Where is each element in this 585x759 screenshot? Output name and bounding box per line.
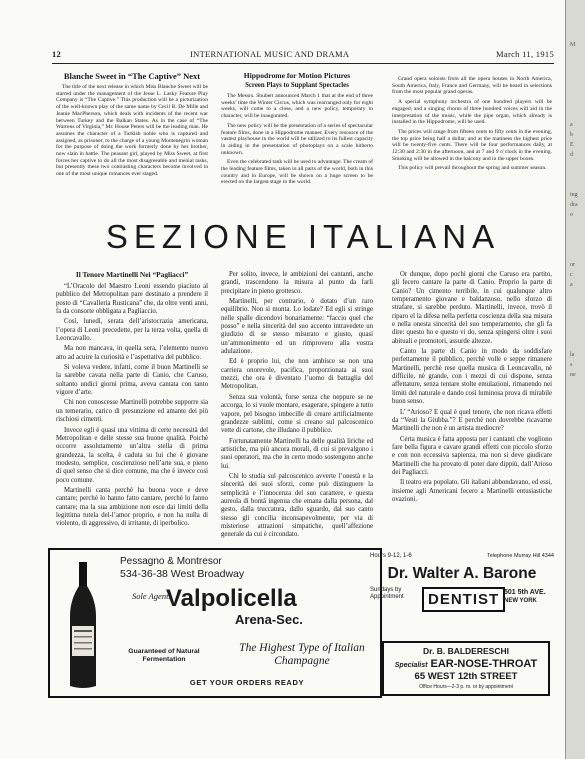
running-header — [52, 49, 554, 61]
publication-title: INTERNATIONAL MUSIC AND DRAMA — [190, 49, 350, 59]
article-hippodrome — [221, 71, 373, 189]
header-rule — [52, 63, 554, 64]
article-headline: Blanche Sweet in “The Captive” Next — [63, 71, 201, 81]
guarantee-note: Guaranteed of Natural Fermentation — [128, 648, 200, 663]
champagne-slogan: The Highest Type of Italian Champagne — [239, 642, 365, 667]
article-martinelli-col3 — [392, 271, 552, 506]
specialist-label: Specialist — [394, 662, 428, 669]
telephone: Telephone Murray Hill 4344 — [487, 553, 554, 559]
edge-fragment: b — [570, 132, 573, 138]
article-paragraph: Or dunque, dopo pochi giorni che Caruso era partito, gli fecero cantare la parte di Canio. Proprio la parte di Canio? Un cimento terribile, in cui qualunque altro temperamento giovane e baldanzoso, nello sforzo di strafare, si sarebbe perduto. Martinelli, invece, trovò il riparo el la difesa nella perfetta coscienza della sua misura e nella onesta sincerità del suo temperamento, che gli fa dire: questo ho e questo vi do, senza spingersi oltre i suoi abituali e promotori, assurde altezze. — [392, 271, 552, 345]
article-paragraph: Chi lo studia sul palcoscenico avverte l’onestà e la sincerità dei suoi sforzi, come può distinguere la semplicità e l’innocenza del suo carattere, e questa aureola di bontà ingenua che emana dalla persona, dal gesto, dalla truccatura, dallo sguardo, dal suo canto stesso gli concilia inconsapevolmente, per via di misteriose attrazioni simpatiche, quell’affezione generale da cui è circondato. — [221, 472, 373, 539]
article-paragraph: This policy will prevail throughout the spring and summer season. — [398, 165, 547, 172]
edge-fragment: a — [570, 122, 573, 128]
article-paragraph: The Messrs. Shubert announced March 1 that at the end of three weeks’ time the Winter Circus, which was rearranged only for eight weeks, will come to a close, and a new policy, temporary in character, will be inaugurated. — [221, 93, 373, 120]
street-address: 501 5th AVE. — [504, 589, 546, 596]
sole-agents-label: Sole Agents — [132, 591, 172, 601]
edge-fragment: c — [570, 272, 573, 278]
advertiser-block — [120, 556, 380, 581]
article-paragraph: The prices will range from fifteen cents to fifty cents in the evening, the top price being half a dollar, and at the matinees the highest price will be twenty-five cents. There will be four performances daily, at 12:30 and 2:30 in the afternoon, and at 7 and 9 o’clock in the evening. Smoking will be allowed in the balcony and in the upper boxes. — [392, 128, 552, 162]
specialty: EAR-NOSE-THROAT — [430, 658, 538, 670]
edge-fragment: la — [570, 352, 575, 358]
advertisement-dentist — [370, 553, 554, 628]
article-paragraph: Martinelli, per contrario, è dotato d’un raro equilibrio. Non si monta. Lo lodate? Ed egli si stringe nelle spalle dicendovi bonariamente: “faccio quel che posso” e nella sincerità del suo accento intravedete un giudizio di se stesso misurato e giusto, quasi un’ammonimento ed un rimprovero alla vostra adulazione. — [221, 298, 373, 356]
product-name: Valpolicella — [166, 585, 297, 612]
advertisement-ent-specialist — [382, 641, 550, 696]
edge-fragment: s — [570, 362, 573, 368]
article-paragraph: The title of the next release in which Miss Blanche Sweet will be starred under the management of the Jesse L. Lasky Feature Play Company is “The Captive.” This production will be a picturization of the well-known play of the same name by Cecil B. De Mille and Jeanie MacPherson, which deals with incidents of the recent war between Turkey and the Balkan States. As in the case of “The Warrens of Virginia,” Mr. House Peters will be the leading man. He assumes the character of a Turkish noble who is captured and assigned, as prisoner, to the charge of a young Montenegrin woman for the purpose of doing the work formerly done by her brother, now slain in battle. The peasant girl, played by Miss Sweet, at first forces her captive to do all the most disagreeable and menial tasks, but presently these two contrasting characters become involved in one of the most unique romances ever staged. — [56, 84, 208, 178]
article-paragraph: Così, lunedì, serata dell’aristocrazia americana, l’opera di Leoni precedette, per la terza volta, quella di Leoncavallo. — [56, 318, 208, 343]
article-headline: Il Tenore Martinelli Nei “Pagliacci” — [75, 270, 189, 279]
article-paragraph: Si voleva vedere, infatti, come il buon Martinelli se la sarebbe cavata nella parte di Canio, che Caruso, soltanto undici giorni prima, aveva cantata con tanto vigore d’arte. — [56, 364, 208, 397]
facing-page-edge — [565, 0, 585, 759]
wine-bottle-icon — [64, 560, 102, 690]
article-paragraph: Per solito, invece, le ambizioni dei cantanti, anche grandi, trascendono la misura al punto da farli precipitare in pieno grottesco. — [221, 271, 373, 295]
edge-fragment: d — [570, 152, 573, 158]
doctor-name: Dr. Walter A. Barone — [387, 565, 537, 582]
city: NEW YORK — [504, 598, 537, 604]
edge-fragment: E — [570, 142, 574, 148]
edge-fragment: ing — [570, 192, 578, 198]
edge-fragment: ne — [570, 372, 576, 378]
edge-fragment: dra — [570, 202, 578, 208]
article-paragraph: The new policy will be the presentation of a series of spectacular feature films, done in a Hippodrome manner. Every resource of the vastest playhouse in the world will be utilized to its fullest capacity in aiding in the presentation of photoplays on a scale hitherto unknown. — [221, 122, 373, 156]
article-paragraph: Even the celebrated tank will be used to advantage. The cream of the leading feature films, taken in all parts of the world, both in this country and in Europe, will be shown on a huge screen to be erected on the largest stage in the world. — [221, 159, 373, 186]
article-paragraph: Chi non conoscesse Martinelli potrebbe supporre sia un temerario, carico di presunzione ed amante dei più rischiosi cimenti. — [56, 399, 208, 424]
article-paragraph: Certa musica è fatta apposta per i cantanti che vogliono fare bella figura e cavare grandi effetti con piccolo sforzo e con non eccessiva sapienza, ma non si deve giudicare Martinelli che ha provato di poter dare dippiù, dall’Arioso dei Pagliacci. — [392, 435, 552, 476]
article-paragraph: Il teatro era popolato. Gli italiani abbondavano, ed essi, insieme agli Americani fecero a Martinelli entusiastiche ovazioni. — [392, 479, 552, 503]
article-paragraph: A special symphony orchestra of one hundred players will be engaged, and a singing chorus of three hundred voices will aid in the interpretation of the music, while the pipe organ, which already is installed in the Hippodrome, will be used. — [392, 99, 552, 126]
specialty-line — [384, 658, 548, 670]
edge-fragment: a — [570, 282, 573, 288]
section-banner: SEZIONE ITALIANA — [105, 218, 501, 255]
article-paragraph: L’ “Arioso? E qual è quel tenore, che non ricava effetti da “Vesti la Giubba.”? E perchè non dovrebbe ricavarne Martinelli che non è un artista mediocre? — [392, 408, 552, 433]
article-paragraph: Martinelli canta perchè ha buona voce e deve cantare; perchè lo hanno fatto cantare, perchè lo fanno cantare; ma la sua ambizione non esce dai limiti della legittima tutela del-l’amor proprio, e non ha nulla di violento, di aggressivo, di irritante, di iperbolico. — [56, 486, 208, 528]
article-blanche-sweet — [56, 71, 208, 181]
article-subhead: Screen Plays to Supplant Spectacles — [245, 82, 349, 89]
issue-date: March 11, 1915 — [496, 49, 554, 59]
article-paragraph: Ed è proprio lui, che non ambisce se non una carriera onorevole, pacifica, proporzionata ai suoi mezzi, che ora è diventato l’uomo di battaglia del Metropolitan. — [221, 358, 373, 391]
article-paragraph: Canto la parte di Canio in modo da soddisfare perfettamente il pubblico, perchè volle e seppe rimanere Martinelli, perchè rese quella musica di Leoncavallo, nè difficile, nè grande, con i mezzi di cui dispone, senza affettature, senza tentare stolte emulazioni, rimanendo nei limiti del naturale e dando così luminosa prova di mirabile buon senso. — [392, 348, 552, 406]
sunday-hours: Sundays by Appointment — [370, 587, 404, 600]
article-paragraph: “L’Oracolo del Maestro Leoni essendo piaciuto al pubblico del Metropolitan pare destinato a prendere il posto di “Cavalleria Rusticana” che, da oltre venti anni, fa da consorte obbligata a Pagliaccio. — [56, 283, 208, 316]
article-martinelli — [56, 270, 208, 531]
advertisement-valpolicella — [48, 548, 382, 698]
edge-fragment: o — [570, 212, 573, 218]
doctor-name: Dr. B. BALDERESCHI — [423, 646, 509, 656]
article-hippodrome-continued — [392, 76, 552, 175]
edge-fragment: or — [570, 262, 575, 268]
article-martinelli-col2 — [221, 271, 373, 542]
orders-callout: GET YOUR ORDERS READY — [189, 678, 305, 687]
article-paragraph: Senza sua volontà, forse senza che neppure se ne accorga, lo si vuole montare, esagerare, spingere a tutto vapore, pel bisogno imbecille di creare artificialmente grandezze sublimi, come si creano sul palcoscenico vette di cartone, che illudano il pubblico. — [221, 393, 373, 435]
product-variant: Arena-Sec. — [235, 612, 303, 627]
article-paragraph: Invece egli è quasi una vittima di certe necessità del Metropolitan e delle stesse sua buone qualità. Poichè occorre assolutamente un’altra stella di prima grandezza, la scelta, è caduta su lui che è giovane modesto, semplice, coscienzioso nell’arte sua, e pieno di quel senso che si dice comune, ma che è invece così poco comune. — [56, 426, 208, 484]
street-address: 65 WEST 12th STREET — [414, 671, 518, 682]
office-hours: Hours 9-12, 1-6 — [370, 553, 412, 559]
article-paragraph: Fortunatamente Martinelli ha delle qualità liriche ed artistiche, ma più ancora morali, di cui si prevalgono i suoi operatori, ma che in certo modo sostengono anche lui. — [221, 437, 373, 470]
page-number: 12 — [52, 49, 62, 59]
advertiser-name: Pessagno & Montresor — [120, 556, 222, 567]
office-hours: Office Hours—2-3 p. m. or by appointment — [419, 684, 513, 690]
article-headline: Hippodrome for Motion Pictures — [243, 71, 351, 80]
article-paragraph: Grand opera soloists from all the opera houses in North America, South America, Italy, France and Germany, will be heard in selections from the most popular grand operas. — [392, 76, 552, 96]
advertiser-address: 534-36-38 West Broadway — [120, 568, 245, 580]
edge-fragment: M — [570, 42, 576, 48]
dentist-address — [504, 589, 546, 605]
article-paragraph: Ma non mancava, in quella sera, l’elemento nuovo atto ad acuire la curiosità e l’aspettativa del pubblico. — [56, 345, 208, 361]
dentist-sign: DENTIST — [422, 587, 505, 612]
